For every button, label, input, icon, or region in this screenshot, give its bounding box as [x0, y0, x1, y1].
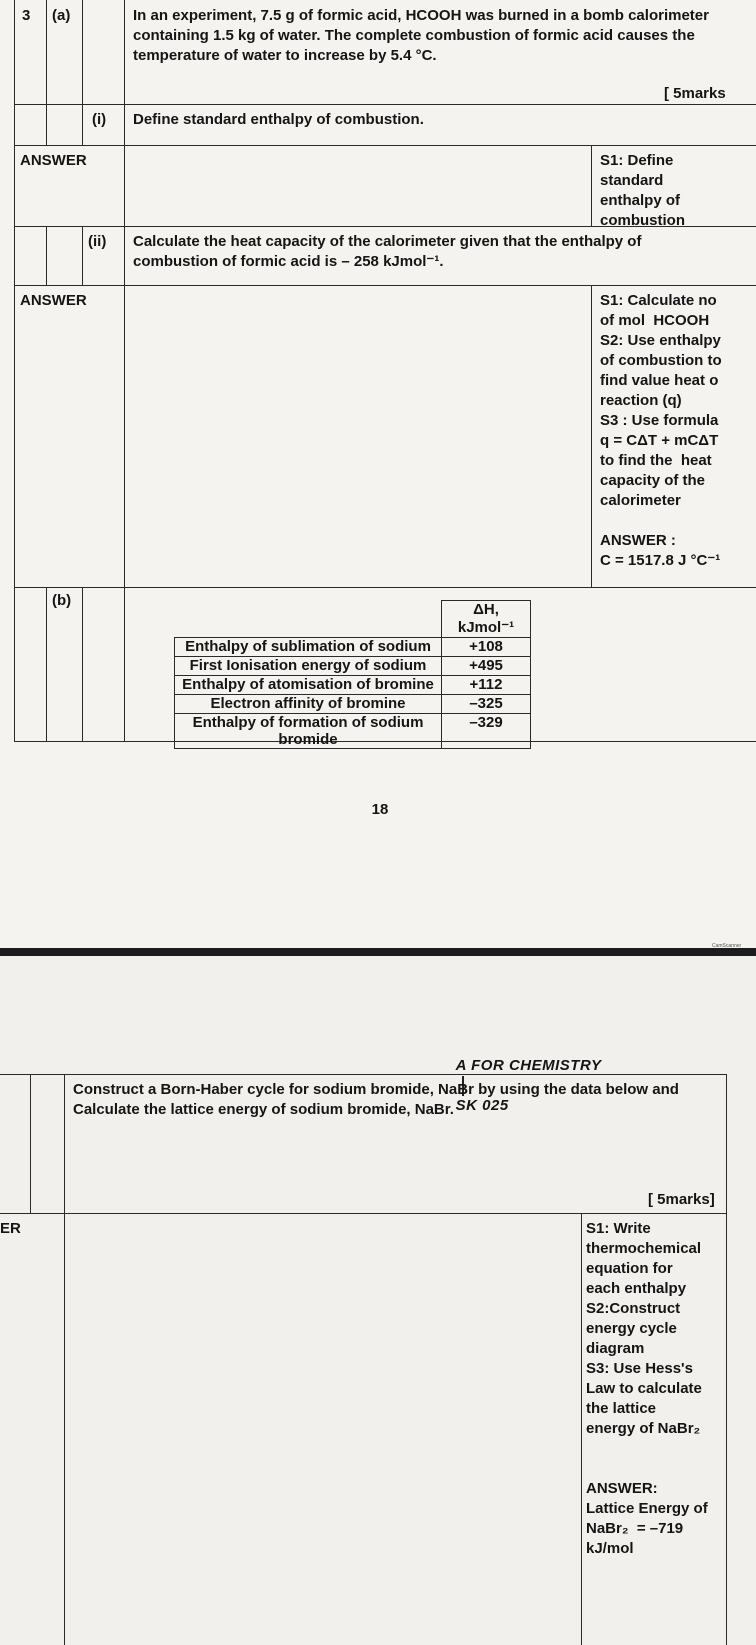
page-number: 18 [371, 801, 389, 818]
answer-ii-label-cell [14, 285, 125, 588]
scheme-i: S1: Define standard enthalpy of combustion [600, 152, 685, 229]
sub-i-label: (i) [92, 111, 107, 128]
enthalpy-data-table [174, 600, 531, 749]
table-header-row [175, 601, 531, 638]
table-row-label: Enthalpy of sublimation of sodium [175, 638, 442, 657]
table-row-value: +108 [442, 638, 531, 657]
part-b-sub-cell [82, 587, 125, 742]
sub-ii-question: Calculate the heat capacity of the calorimeter given that the enthalpy of combustion of formic acid is – 258 kJmol⁻¹. [133, 233, 646, 270]
p2-scheme: S1: Write thermochemical equation for each enthalpy S2:Construct energy cycle diagram S3: Use Hess's Law to calculate the lattice energy of NaBr₂ ANSWER: Lattice Energy of NaBr₂ = –719 kJ/mol [586, 1220, 708, 1557]
table-row [175, 695, 531, 714]
answer-ii-label: ANSWER [20, 292, 87, 309]
q-number-cell [14, 0, 47, 105]
sub-i-left-cell [14, 104, 47, 146]
scanner-watermark: CamScanner [712, 943, 742, 948]
sub-ii-left-cell [14, 226, 47, 286]
part-b-label: (b) [52, 592, 72, 609]
answer-i-label: ANSWER [20, 152, 87, 169]
p2-marks: [ 5marks] [648, 1191, 715, 1208]
p2-question-text: Construct a Born-Haber cycle for sodium bromide, NaBr by using the data below and Calculate the lattice energy of sodium bromide, NaBr. [73, 1081, 684, 1118]
table-row [175, 657, 531, 676]
q-sub-cell [82, 0, 125, 105]
sub-ii-mid-cell [46, 226, 83, 286]
sub-i-question: Define standard enthalpy of combustion. [133, 111, 424, 128]
p2-left-col-a [0, 1074, 31, 1214]
page-divider [0, 948, 756, 956]
table-header-delta-h: ΔH, kJmol⁻¹ [442, 601, 531, 638]
table-row [175, 676, 531, 695]
worksheet-page-2 [0, 956, 756, 1645]
part-b-left-cell [14, 587, 47, 742]
table-row [175, 638, 531, 657]
table-row-label: Electron affinity of bromine [175, 695, 442, 714]
table-row-label: Enthalpy of atomisation of bromine [175, 676, 442, 695]
header-title-text: A FOR CHEMISTRY [455, 1057, 602, 1074]
header-code-text: SK 025 [455, 1097, 509, 1115]
answer-ii-work-cell [124, 285, 592, 588]
table-row-value: –329 [442, 714, 531, 749]
sub-i-mid-cell [46, 104, 83, 146]
question-number: 3 [22, 7, 31, 24]
scheme-ii: S1: Calculate no of mol HCOOH S2: Use enthalpy of combustion to find value heat o reaction (q) S3 : Use formula q = CΔT + mCΔT to find the heat capacity of the calorimeter ANSWER : C = 1517.8 J °C⁻¹ [600, 292, 722, 569]
table-row [175, 714, 531, 749]
p2-answer-label: ER [0, 1220, 21, 1237]
question-stem: In an experiment, 7.5 g of formic acid, HCOOH was burned in a bomb calorimeter containing 1.5 kg of water. The complete combustion of formic acid causes the temperature of water to increase by 5.4 °C. [133, 7, 714, 64]
p2-answer-label-cell [0, 1213, 65, 1645]
table-row-value: –325 [442, 695, 531, 714]
marks-a: [ 5marks [664, 85, 726, 102]
table-row-label: Enthalpy of formation of sodium bromide [175, 714, 442, 749]
p2-left-col-b [30, 1074, 65, 1214]
table-row-label: First Ionisation energy of sodium [175, 657, 442, 676]
answer-i-work-cell [124, 145, 592, 227]
question-part-a: (a) [52, 7, 71, 24]
p2-answer-work-cell [64, 1213, 582, 1645]
sub-ii-label: (ii) [88, 233, 107, 250]
table-row-value: +112 [442, 676, 531, 695]
table-row-value: +495 [442, 657, 531, 676]
